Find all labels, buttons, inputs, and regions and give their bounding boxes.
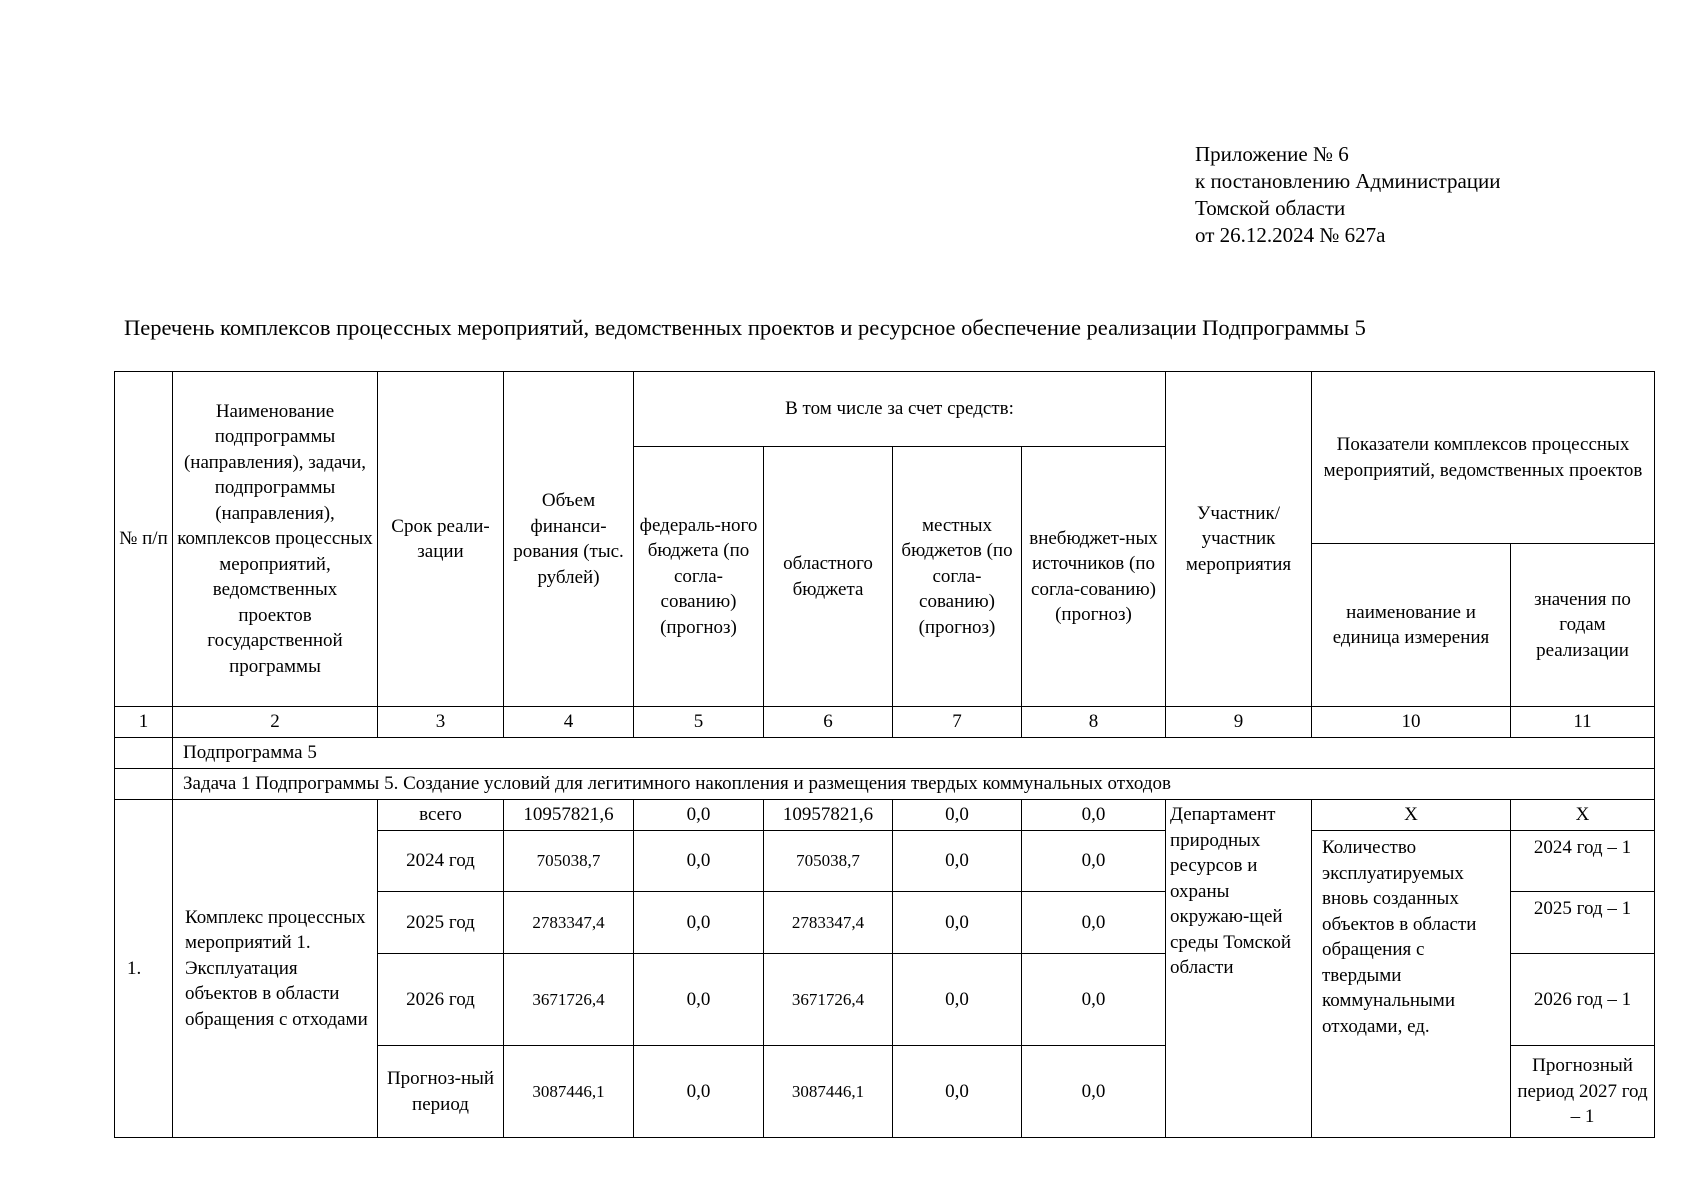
column-number: 6 (764, 707, 893, 738)
header-regional: областного бюджета (764, 447, 893, 707)
appendix-line: к постановлению Администрации (1195, 169, 1501, 193)
empty-cell (115, 738, 173, 769)
indicator-value-cell: 2026 год – 1 (1511, 954, 1655, 1046)
total-cell: 705038,7 (504, 831, 634, 892)
extrabudget-cell: 0,0 (1022, 954, 1166, 1046)
indicator-value-cell: 2024 год – 1 (1511, 831, 1655, 892)
column-number: 3 (378, 707, 504, 738)
federal-cell: 0,0 (634, 831, 764, 892)
column-number: 9 (1166, 707, 1312, 738)
period-cell: всего (378, 800, 504, 831)
header-indicators-group: Показатели комплексов процессных мероприятий, ведомственных проектов (1312, 372, 1655, 544)
appendix-line: Приложение № 6 (1195, 142, 1349, 166)
header-period: Срок реали-зации (378, 372, 504, 707)
local-cell: 0,0 (893, 954, 1022, 1046)
federal-cell: 0,0 (634, 954, 764, 1046)
header-indicator-values: значения по годам реализации (1511, 544, 1655, 707)
funding-table (114, 371, 1655, 1138)
item-name: Комплекс процессных мероприятий 1. Эксплуатация объектов в области обращения с отходами (173, 800, 378, 1138)
indicator-x-cell: Х (1312, 800, 1511, 831)
period-cell: Прогноз-ный период (378, 1046, 504, 1138)
header-funds-group: В том числе за счет средств: (634, 372, 1166, 447)
extrabudget-cell: 0,0 (1022, 800, 1166, 831)
local-cell: 0,0 (893, 831, 1022, 892)
column-number: 7 (893, 707, 1022, 738)
header-participant: Участник/ участник мероприятия (1166, 372, 1312, 707)
indicator-name-cell: Количество эксплуатируемых вновь созданных объектов в области обращения с твердыми коммунальными отходами, ед. (1312, 831, 1511, 1138)
column-number: 1 (115, 707, 173, 738)
extrabudget-cell: 0,0 (1022, 892, 1166, 954)
federal-cell: 0,0 (634, 800, 764, 831)
extrabudget-cell: 0,0 (1022, 1046, 1166, 1138)
total-cell: 3087446,1 (504, 1046, 634, 1138)
header-volume: Объем финанси-рования (тыс. рублей) (504, 372, 634, 707)
local-cell: 0,0 (893, 800, 1022, 831)
participant-cell: Департамент природных ресурсов и охраны окружаю-щей среды Томской области (1166, 800, 1312, 1138)
period-cell: 2024 год (378, 831, 504, 892)
period-cell: 2026 год (378, 954, 504, 1046)
indicator-value-cell: Прогнозный период 2027 год – 1 (1511, 1046, 1655, 1138)
item-number: 1. (115, 800, 173, 1138)
appendix-line: Томской области (1195, 196, 1346, 220)
column-number: 10 (1312, 707, 1511, 738)
header-federal: федераль-ного бюджета (по согла-сованию) (прогноз) (634, 447, 764, 707)
local-cell: 0,0 (893, 1046, 1022, 1138)
column-number: 2 (173, 707, 378, 738)
column-number: 5 (634, 707, 764, 738)
total-cell: 10957821,6 (504, 800, 634, 831)
regional-cell: 2783347,4 (764, 892, 893, 954)
regional-cell: 3671726,4 (764, 954, 893, 1046)
total-cell: 3671726,4 (504, 954, 634, 1046)
federal-cell: 0,0 (634, 1046, 764, 1138)
task-row: Задача 1 Подпрограммы 5. Создание условий для легитимного накопления и размещения твердых коммунальных отходов (173, 769, 1655, 800)
header-indicator-name: наименование и единица измерения (1312, 544, 1511, 707)
appendix-block (1195, 141, 1501, 249)
indicator-value-cell: 2025 год – 1 (1511, 892, 1655, 954)
extrabudget-cell: 0,0 (1022, 831, 1166, 892)
header-extrabudget: внебюджет-ных источников (по согла-сованию) (прогноз) (1022, 447, 1166, 707)
column-number: 11 (1511, 707, 1655, 738)
document-title: Перечень комплексов процессных мероприятий, ведомственных проектов и ресурсное обеспечение реализации Подпрограммы 5 (124, 315, 1366, 340)
regional-cell: 705038,7 (764, 831, 893, 892)
local-cell: 0,0 (893, 892, 1022, 954)
column-number: 8 (1022, 707, 1166, 738)
regional-cell: 10957821,6 (764, 800, 893, 831)
header-local: местных бюджетов (по согла-сованию) (прогноз) (893, 447, 1022, 707)
value-x-cell: Х (1511, 800, 1655, 831)
subprogram-row: Подпрограмма 5 (173, 738, 1655, 769)
header-name: Наименование подпрограммы (направления), задачи, подпрограммы (направления), комплексов процессных мероприятий, ведомственных проектов государственной программы (173, 372, 378, 707)
appendix-line: от 26.12.2024 № 627а (1195, 223, 1386, 247)
regional-cell: 3087446,1 (764, 1046, 893, 1138)
total-cell: 2783347,4 (504, 892, 634, 954)
empty-cell (115, 769, 173, 800)
header-number: № п/п (115, 372, 173, 707)
federal-cell: 0,0 (634, 892, 764, 954)
period-cell: 2025 год (378, 892, 504, 954)
column-number: 4 (504, 707, 634, 738)
